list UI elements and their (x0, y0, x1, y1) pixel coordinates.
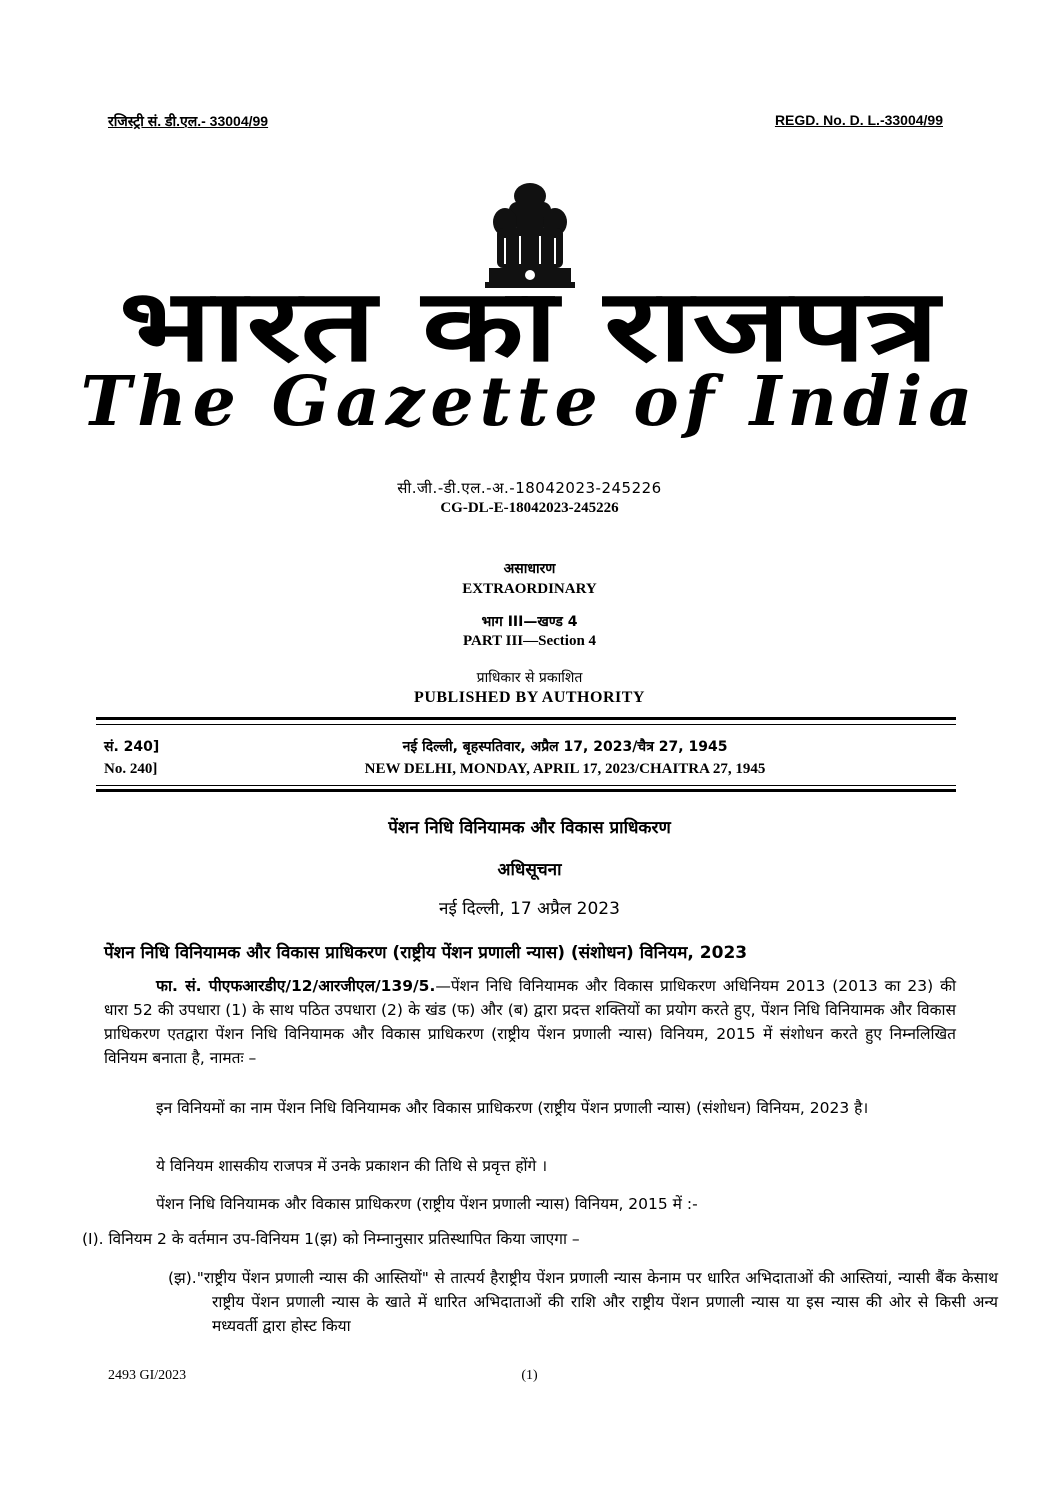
regd-number-english: REGD. No. D. L.-33004/99 (774, 112, 943, 128)
paragraph-commencement: ये विनियम शासकीय राजपत्र में उनके प्रकाशन की तिथि से प्रवृत्त होंगे । (156, 1157, 548, 1175)
top-rule-thick (96, 717, 956, 720)
cg-code-hindi: सी.जी.-डी.एल.-अ.-18042023-245226 (397, 479, 662, 497)
extraordinary-english: EXTRAORDINARY (462, 581, 597, 597)
part-hindi: भाग III—खण्ड 4 (481, 614, 578, 630)
paragraph-definition: (झ)."राष्ट्रीय पेंशन प्रणाली न्यास की आस्तियों" से तात्पर्य हैराष्ट्रीय पेंशन प्रणाली न्यास केनाम पर धारित अभिदाताओं की आस्तियां, न्यासी बैंक केसाथ राष्ट्रीय पेंशन प्रणाली न्यास के खाते में धारित अभिदाताओं की राशि और राष्ट्रीय पेंशन प्रणाली न्यास या इस न्यास की ओर से किसी अन्य मध्यवर्ती द्वारा होस्ट किया (168, 1269, 998, 1335)
top-rule-thin (96, 724, 956, 725)
issue-number-english: No. 240] (104, 761, 158, 777)
paragraph-short-title: इन विनियमों का नाम पेंशन निधि विनियामक और विकास प्राधिकरण (राष्ट्रीय पेंशन प्रणाली न्यास) (संशोधन) विनियम, 2023 है। (156, 1099, 869, 1117)
svg-text:भारत का राजपत्र: भारत का राजपत्र (119, 268, 945, 378)
cg-code-english: CG-DL-E-18042023-245226 (440, 500, 619, 516)
paragraph-amendment-intro: पेंशन निधि विनियामक और विकास प्राधिकरण (राष्ट्रीय पेंशन प्रणाली न्यास) विनियम, 2015 में :- (156, 1195, 698, 1213)
published-hindi: प्राधिकार से प्रकाशित (476, 670, 583, 686)
regulation-title: पेंशन निधि विनियामक और विकास प्राधिकरण (राष्ट्रीय पेंशन प्रणाली न्यास) (संशोधन) विनियम, 2023 (104, 943, 748, 963)
issue-date-english: NEW DELHI, MONDAY, APRIL 17, 2023/CHAITRA 27, 1945 (364, 761, 766, 777)
notification-heading: अधिसूचना (497, 860, 562, 880)
place-date: नई दिल्ली, 17 अप्रैल 2023 (439, 899, 620, 919)
authority-heading: पेंशन निधि विनियामक और विकास प्राधिकरण (388, 818, 671, 838)
masthead-english: The Gazette of India (80, 362, 979, 442)
bottom-rule-thick (96, 789, 956, 792)
bottom-rule-thin (96, 785, 956, 786)
issue-date-hindi: नई दिल्ली, बृहस्पतिवार, अप्रैल 17, 2023/चैत्र 27, 1945 (402, 739, 728, 755)
extraordinary-hindi: असाधारण (503, 561, 556, 577)
part-english: PART III—Section 4 (462, 633, 597, 649)
file-number: फा. सं. पीएफआरडीए/12/आरजीएल/139/5. (156, 977, 436, 995)
regd-number-hindi: रजिस्ट्री सं. डी.एल.- 33004/99 (108, 113, 269, 129)
footer-code: 2493 GI/2023 (108, 1368, 187, 1383)
page-number: (1) (521, 1368, 538, 1383)
paragraph-preamble (104, 974, 956, 1070)
published-english: PUBLISHED BY AUTHORITY (414, 689, 645, 706)
paragraph-amendment-1: (I). विनियम 2 के वर्तमान उप-विनियम 1(झ) को निम्नानुसार प्रतिस्थापित किया जाएगा – (82, 1230, 580, 1248)
issue-number-hindi: सं. 240] (104, 739, 160, 755)
preamble-text: —पेंशन निधि विनियामक और विकास प्राधिकरण अधिनियम 2013 (2013 का 23) की धारा 52 की उपधारा (1) के साथ पठित उपधारा (2) के खंड (फ) और (ब) द्वारा प्रदत्त शक्तियों का प्रयोग करते हुए, पेंशन निधि विनियामक और विकास प्राधिकरण एतद्वारा पेंशन निधि विनियामक और विकास प्राधिकरण (राष्ट्रीय पेंशन प्रणाली न्यास) विनियम, 2015 में संशोधन करते हुए निम्नलिखित विनियम बनाता है, नामतः – (104, 977, 957, 1067)
